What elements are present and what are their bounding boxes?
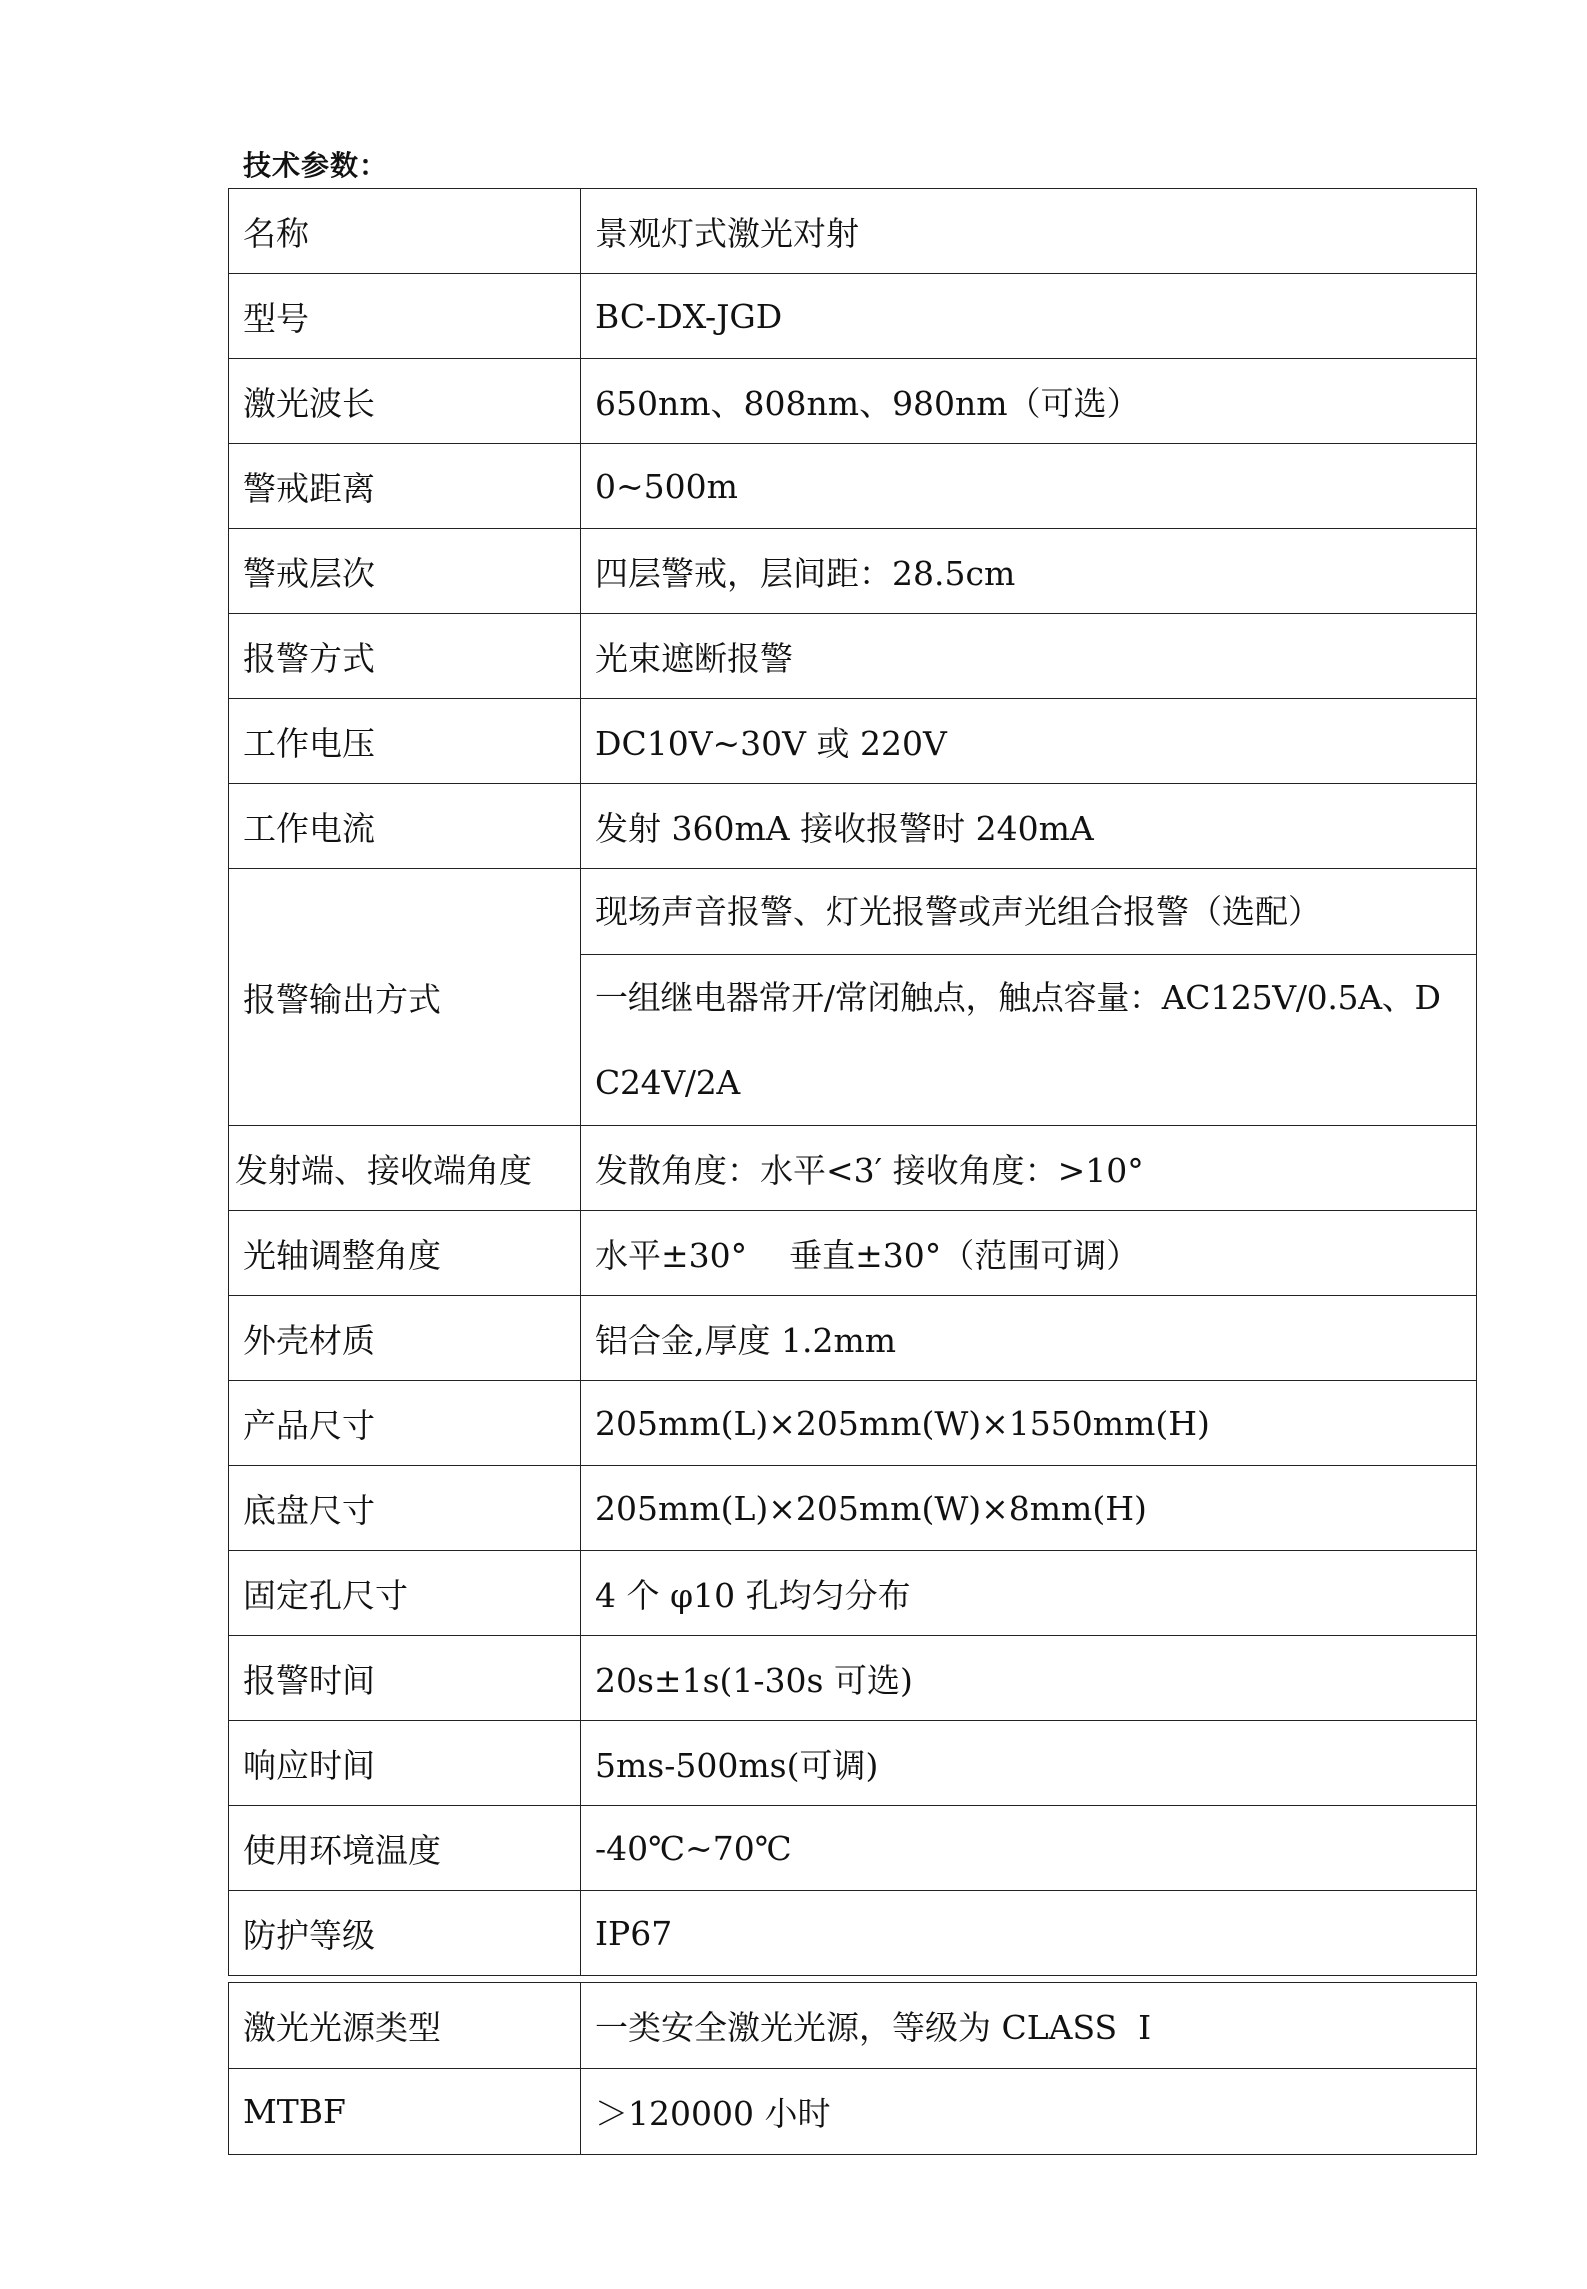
param-label-protection: 防护等级 <box>229 1891 581 1976</box>
table-row <box>229 2069 1477 2155</box>
table-row <box>229 274 1477 359</box>
alarm-output-option: 现场声音报警、灯光报警或声光组合报警（选配） <box>581 869 1476 955</box>
param-value-wavelength: 650nm、808nm、980nm（可选） <box>581 359 1477 444</box>
param-label-angle: 发射端、接收端角度 <box>229 1126 581 1211</box>
param-label-holes: 固定孔尺寸 <box>229 1551 581 1636</box>
table-row <box>229 614 1477 699</box>
spec-table-extra <box>228 1982 1477 2155</box>
table-row <box>229 1806 1477 1891</box>
table-row <box>229 444 1477 529</box>
table-row <box>229 784 1477 869</box>
param-label-name: 名称 <box>229 189 581 274</box>
param-value-laser-source: 一类安全激光光源，等级为 CLASS Ⅰ <box>581 1983 1477 2069</box>
alarm-output-option: 一组继电器常开/常闭触点，触点容量：AC125V/0.5A、DC24V/2A <box>595 978 1441 1102</box>
table-row <box>229 1983 1477 2069</box>
param-value-distance: 0~500m <box>581 444 1477 529</box>
param-value-alarm-mode: 光束遮断报警 <box>581 614 1477 699</box>
table-row <box>229 1466 1477 1551</box>
param-label-base-size: 底盘尺寸 <box>229 1466 581 1551</box>
param-label-product-size: 产品尺寸 <box>229 1381 581 1466</box>
param-value-holes: 4 个 φ10 孔均匀分布 <box>581 1551 1477 1636</box>
param-value-voltage: DC10V~30V 或 220V <box>581 699 1477 784</box>
param-value-layers: 四层警戒，层间距：28.5cm <box>581 529 1477 614</box>
table-row <box>229 189 1477 274</box>
param-label-temperature: 使用环境温度 <box>229 1806 581 1891</box>
param-label-voltage: 工作电压 <box>229 699 581 784</box>
table-row <box>229 1721 1477 1806</box>
table-row <box>229 1126 1477 1211</box>
param-label-response-time: 响应时间 <box>229 1721 581 1806</box>
param-value-alarm-output <box>581 869 1477 1126</box>
table-row <box>229 1211 1477 1296</box>
table-row <box>229 529 1477 614</box>
param-label-distance: 警戒距离 <box>229 444 581 529</box>
table-row <box>229 1891 1477 1976</box>
param-value-name: 景观灯式激光对射 <box>581 189 1477 274</box>
param-label-alarm-time: 报警时间 <box>229 1636 581 1721</box>
param-label-axis-adjust: 光轴调整角度 <box>229 1211 581 1296</box>
table-row <box>229 1551 1477 1636</box>
section-heading: 技术参数： <box>243 149 389 182</box>
param-label-laser-source: 激光光源类型 <box>229 1983 581 2069</box>
table-row <box>229 1381 1477 1466</box>
param-value-protection: IP67 <box>581 1891 1477 1976</box>
param-label-mtbf: MTBF <box>229 2069 581 2155</box>
table-row <box>229 1296 1477 1381</box>
param-value-alarm-time: 20s±1s(1-30s 可选) <box>581 1636 1477 1721</box>
spec-table <box>228 188 1477 1976</box>
param-value-current: 发射 360mA 接收报警时 240mA <box>581 784 1477 869</box>
param-label-housing: 外壳材质 <box>229 1296 581 1381</box>
param-value-housing: 铝合金,厚度 1.2mm <box>581 1296 1477 1381</box>
param-label-alarm-output: 报警输出方式 <box>229 869 581 1126</box>
param-value-mtbf: ＞120000 小时 <box>581 2069 1477 2155</box>
param-value-base-size: 205mm(L)×205mm(W)×8mm(H) <box>581 1466 1477 1551</box>
param-value-product-size: 205mm(L)×205mm(W)×1550mm(H) <box>581 1381 1477 1466</box>
table-row <box>229 699 1477 784</box>
param-value-angle: 发散角度：水平<3′ 接收角度：>10° <box>581 1126 1477 1211</box>
param-value-response-time: 5ms-500ms(可调) <box>581 1721 1477 1806</box>
param-label-layers: 警戒层次 <box>229 529 581 614</box>
param-value-model: BC-DX-JGD <box>581 274 1477 359</box>
param-label-wavelength: 激光波长 <box>229 359 581 444</box>
param-label-model: 型号 <box>229 274 581 359</box>
table-row <box>229 869 1477 1126</box>
param-label-alarm-mode: 报警方式 <box>229 614 581 699</box>
table-row <box>229 359 1477 444</box>
param-value-temperature: -40℃~70℃ <box>581 1806 1477 1891</box>
param-label-current: 工作电流 <box>229 784 581 869</box>
table-row <box>229 1636 1477 1721</box>
param-value-axis-adjust: 水平±30° 垂直±30°（范围可调） <box>581 1211 1477 1296</box>
